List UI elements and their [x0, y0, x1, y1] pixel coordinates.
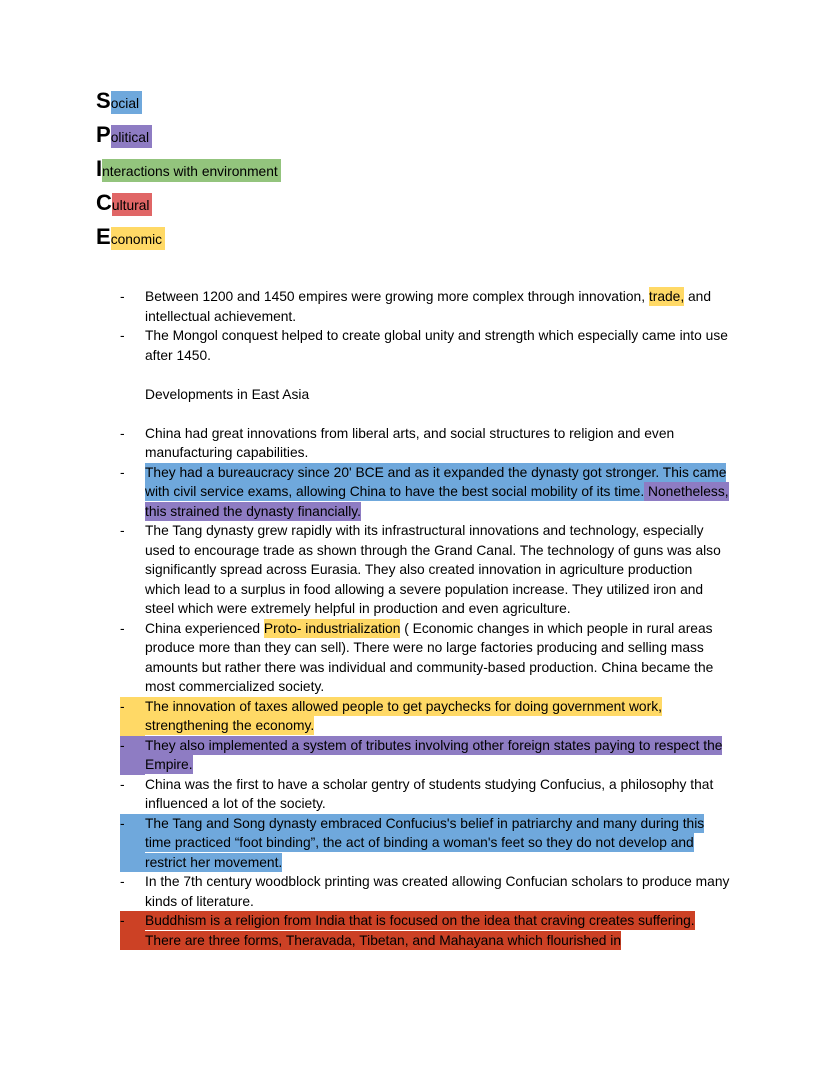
bullet-item	[120, 521, 732, 619]
highlighted-text: Buddhism is a religion from India that is focused on the idea that craving creates suffering. There are three forms, Theravada, Tibetan, and Mahayana which flourished in	[145, 913, 695, 948]
spice-word-rest: olitical	[111, 125, 152, 148]
blank-line	[120, 404, 732, 424]
paragraph-text	[145, 911, 731, 950]
text-run: China had great innovations from liberal arts, and social structures to religion and even manufacturing capabilities.	[145, 425, 675, 460]
spice-word-rest: conomic	[111, 227, 165, 250]
spice-item-c	[96, 186, 732, 220]
spice-word-rest: ocial	[111, 91, 142, 114]
paragraph-text	[145, 697, 731, 736]
paragraph-text	[145, 814, 731, 873]
paragraph-text	[145, 619, 731, 697]
bullet-dash: -	[120, 911, 145, 950]
spice-item-s	[96, 84, 732, 118]
text-run: China experienced	[145, 620, 264, 636]
bullet-item	[120, 463, 732, 522]
highlighted-text: The innovation of taxes allowed people to get paychecks for doing government work, strengthening the economy.	[145, 698, 662, 733]
paragraph-text	[145, 326, 731, 365]
text-run: Between 1200 and 1450 empires were growing more complex through innovation,	[145, 289, 649, 304]
paragraph	[145, 385, 732, 405]
spice-legend	[96, 84, 732, 254]
paragraph-text	[145, 287, 731, 326]
text-run: In the 7th century woodblock printing was created allowing Confucian scholars to produce many kinds of literature.	[145, 874, 730, 909]
spice-word-rest: ultural	[112, 193, 153, 216]
spice-word-rest: nteractions with environment	[102, 159, 281, 182]
spice-item-e	[96, 220, 732, 254]
paragraph-text	[145, 424, 731, 463]
notes-body	[120, 287, 732, 950]
text-run: The Tang dynasty grew rapidly with its infrastructural innovations and technology, especially used to encourage trade as shown through the Grand Canal. The technology of guns was also significantly spread across Eurasia. They also created innovation in agriculture production which lead to a surplus in food allowing a severe population increase. They utilized iron and steel which were extremely helpful in production and even agriculture.	[145, 523, 721, 616]
paragraph-text	[145, 872, 731, 911]
bullet-dash: -	[120, 620, 125, 636]
bullet-dash: -	[120, 814, 145, 873]
bullet-item	[120, 872, 732, 911]
bullet-item	[120, 424, 732, 463]
bullet-item	[120, 775, 732, 814]
bullet-dash: -	[120, 523, 125, 538]
highlighted-text: The Tang and Song dynasty embraced Confucius's belief in patriarchy and many during this time practiced “foot binding”, the act of binding a woman's feet so they do not develop and restrict her movement.	[145, 815, 705, 870]
highlighted-text: trade,	[648, 289, 685, 304]
highlighted-text: They had a bureaucracy since 20' BCE and as it expanded the dynasty got stronger. This came with civil service exams, allowing China to have the best social mobility of its time.	[145, 464, 727, 499]
bullet-item	[120, 697, 732, 736]
spice-letter: I	[96, 156, 103, 181]
spice-letter: C	[96, 190, 112, 215]
paragraph-text	[145, 521, 731, 619]
paragraph-text	[145, 775, 731, 814]
bullet-dash: -	[120, 425, 125, 441]
text-run: The Mongol conquest helped to create global unity and strength which especially came into use after 1450.	[145, 328, 728, 363]
paragraph-text	[145, 736, 731, 775]
bullet-dash: -	[120, 736, 145, 775]
spice-letter: E	[96, 224, 111, 249]
highlighted-text: Proto- industrialization	[263, 620, 401, 636]
bullet-dash: -	[120, 776, 125, 792]
highlighted-text: They also implemented a system of tributes involving other foreign states paying to respect the Empire.	[145, 737, 723, 772]
spice-letter: S	[96, 88, 111, 113]
bullet-item	[120, 911, 732, 950]
text-run: and intellectual achievement.	[145, 289, 712, 324]
bullet-dash: -	[120, 464, 125, 480]
spice-item-i	[96, 152, 732, 186]
bullet-dash: -	[120, 697, 145, 736]
text-run: Developments in East Asia	[145, 386, 310, 402]
paragraph-text	[145, 463, 731, 522]
spice-letter: P	[96, 122, 111, 147]
paragraph-text	[145, 385, 731, 405]
blank-line	[120, 365, 732, 385]
spice-item-p	[96, 118, 732, 152]
bullet-item	[120, 814, 732, 873]
text-run: China was the first to have a scholar gentry of students studying Confucius, a philosophy that influenced a lot of the society.	[145, 776, 714, 811]
bullet-dash: -	[120, 289, 125, 304]
text-run: ( Economic changes in which people in rural areas produce more than they can sell). There were no large factories producing and selling mass amounts but rather there was individual and community-based production. China became the most commercialized society.	[145, 620, 714, 694]
bullet-item	[120, 287, 732, 326]
highlighted-text: Nonetheless, this strained the dynasty financially.	[145, 484, 729, 519]
bullet-item	[120, 736, 732, 775]
bullet-item	[120, 619, 732, 697]
bullet-dash: -	[120, 328, 125, 343]
bullet-item	[120, 326, 732, 365]
bullet-dash: -	[120, 874, 125, 889]
